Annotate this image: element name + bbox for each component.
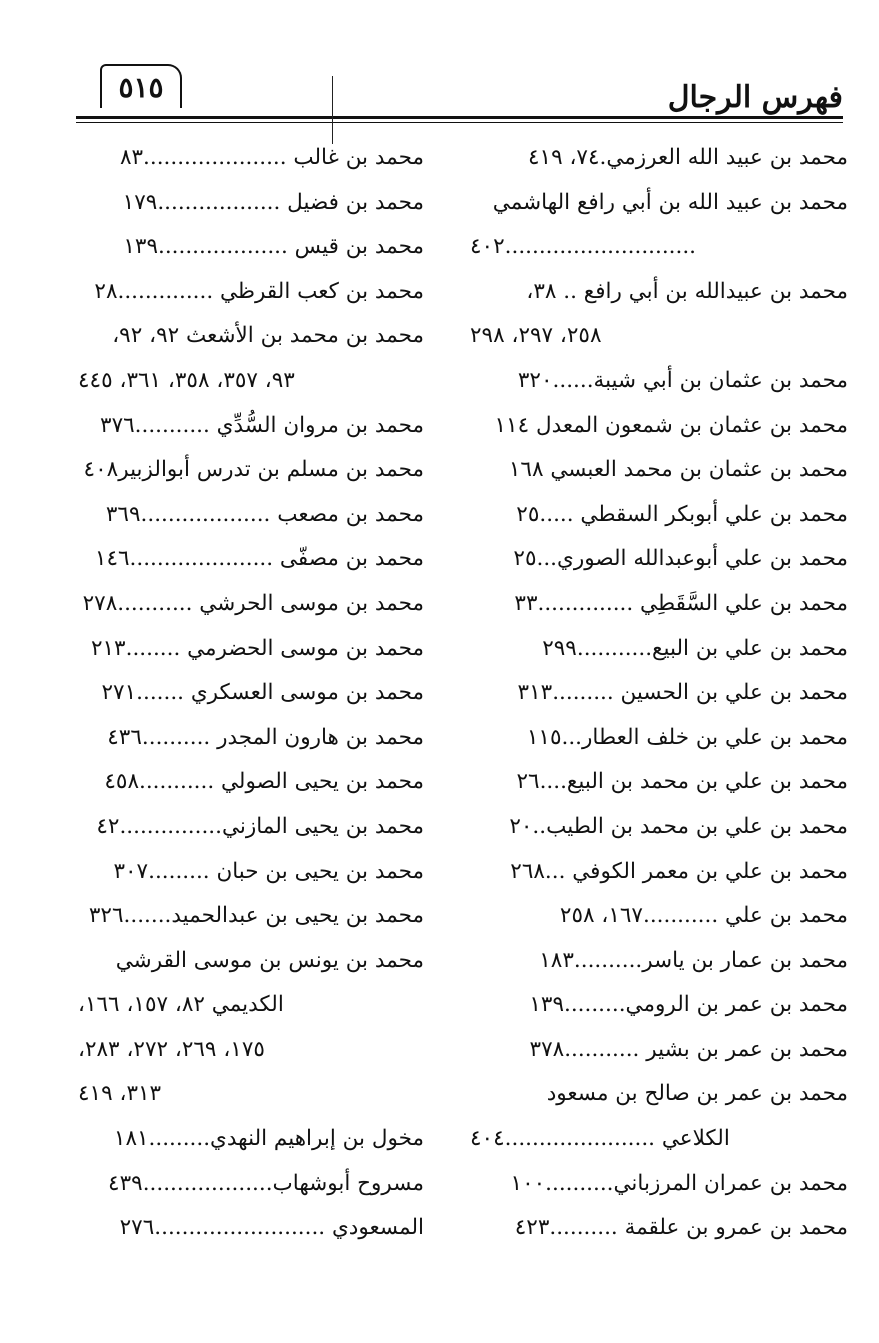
page-header — [0, 58, 879, 138]
index-entry: ٢٥٨، ٢٩٧، ٢٩٨ — [470, 323, 602, 349]
index-entry: الكديمي ٨٢، ١٥٧، ١٦٦، — [78, 992, 284, 1018]
index-entry: محمد بن علي ...........١٦٧، ٢٥٨ — [559, 903, 848, 929]
page-title: فهرس الرجال — [667, 80, 843, 115]
page-number: ٥١٥ — [100, 64, 182, 108]
header-rule — [76, 116, 843, 119]
index-entry: ١٧٥، ٢٦٩، ٢٧٢، ٢٨٣، — [78, 1036, 265, 1062]
index-entry: محمد بن مسلم بن تدرس أبوالزبير٤٠٨ — [83, 457, 424, 483]
index-entry: محمد بن علي بن البيع...........٢٩٩ — [542, 635, 848, 661]
index-entry: محمد بن علي بن محمد بن الطيب..٢٠ — [509, 813, 848, 839]
index-entry: محمد بن عمر بن صالح بن مسعود — [546, 1081, 848, 1107]
index-entry: محمد بن هارون المجدر ..........٤٣٦ — [107, 724, 424, 750]
index-entry: محمد بن عمر بن الرومي.........١٣٩ — [529, 992, 848, 1018]
index-entry: محمد بن عبيد الله بن أبي رافع الهاشمي — [492, 189, 848, 215]
index-entry: محمد بن يحيى بن حبان .........٣٠٧ — [113, 858, 424, 884]
index-entry: محمد بن علي أبوبكر السقطي .....٢٥ — [516, 501, 848, 527]
index-entry: محمد بن علي بن الحسين .........٣١٣ — [517, 680, 848, 706]
index-entry: محمد بن يحيى الصولي ...........٤٥٨ — [104, 769, 424, 795]
index-entry: محمد بن علي بن معمر الكوفي ...٢٦٨ — [510, 858, 848, 884]
index-entry: محمد بن قيس ...................١٣٩ — [123, 234, 424, 260]
index-entry: محمد بن عثمان بن شمعون المعدل ١١٤ — [494, 412, 848, 438]
index-column-left — [78, 136, 424, 1251]
index-entry: محمد بن علي أبوعبدالله الصوري...٢٥ — [513, 546, 848, 572]
index-entry: محمد بن عمرو بن علقمة ..........٤٢٣ — [514, 1215, 848, 1241]
index-entry: محمد بن كعب القرظي ..............٢٨ — [94, 278, 424, 304]
index-entry: محمد بن فضيل ..................١٧٩ — [122, 189, 424, 215]
index-entry: محمد بن موسى العسكري .......٢٧١ — [101, 680, 424, 706]
index-entry: محمد بن عمران المرزباني..........١٠٠ — [510, 1170, 848, 1196]
index-column-right — [470, 136, 848, 1251]
index-entry: محمد بن عبيدالله بن أبي رافع .. ٣٨، — [526, 278, 848, 304]
index-entry: محمد بن عمر بن بشير ...........٣٧٨ — [529, 1036, 848, 1062]
index-entry: محمد بن يونس بن موسى القرشي — [115, 947, 424, 973]
index-entry: محمد بن علي السَّقَطِي ..............٣٣ — [514, 590, 848, 616]
index-entry: محمد بن يحيى بن عبدالحميد.......٣٢٦ — [88, 903, 424, 929]
header-rule-thin — [76, 122, 843, 123]
index-entry: ٣١٣، ٤١٩ — [78, 1081, 162, 1107]
index-entry: محمد بن علي بن محمد بن البيع....٢٦ — [516, 769, 848, 795]
index-entry: مسروح أبوشهاب...................٤٣٩ — [108, 1170, 424, 1196]
index-entry: ............................٤٠٢ — [470, 234, 697, 260]
index-entry: محمد بن محمد بن الأشعث ٩٢، ٩٢، — [112, 323, 424, 349]
index-entry: مخول بن إبراهيم النهدي.........١٨١ — [113, 1126, 424, 1152]
index-entry: محمد بن عمار بن ياسر..........١٨٣ — [539, 947, 848, 973]
index-entry: محمد بن يحيى المازني...............٤٢ — [96, 813, 424, 839]
column-divider — [332, 76, 333, 144]
index-entry: محمد بن مروان السُّدِّي ...........٣٧٦ — [100, 412, 424, 438]
index-entry: محمد بن موسى الحرشي ...........٢٧٨ — [82, 590, 424, 616]
index-entry: محمد بن موسى الحضرمي ........٢١٣ — [90, 635, 424, 661]
index-entry: المسعودي .........................٢٧٦ — [119, 1215, 424, 1241]
index-entry: محمد بن عثمان بن أبي شيبة......٣٢٠ — [517, 367, 848, 393]
index-entry: ٩٣، ٣٥٧، ٣٥٨، ٣٦١، ٤٤٥ — [78, 367, 295, 393]
index-entry: محمد بن مصفّى .....................١٤٦ — [94, 546, 424, 572]
index-entry: محمد بن علي بن خلف العطار...١١٥ — [526, 724, 848, 750]
index-entry: محمد بن عثمان بن محمد العبسي ١٦٨ — [508, 457, 848, 483]
index-entry: محمد بن غالب .....................٨٣ — [119, 145, 424, 170]
index-entry: الكلاعي ......................٤٠٤ — [470, 1126, 730, 1152]
index-entry: محمد بن عبيد الله العرزمي.٧٤، ٤١٩ — [527, 145, 848, 170]
index-entry: محمد بن مصعب ...................٣٦٩ — [105, 501, 424, 527]
